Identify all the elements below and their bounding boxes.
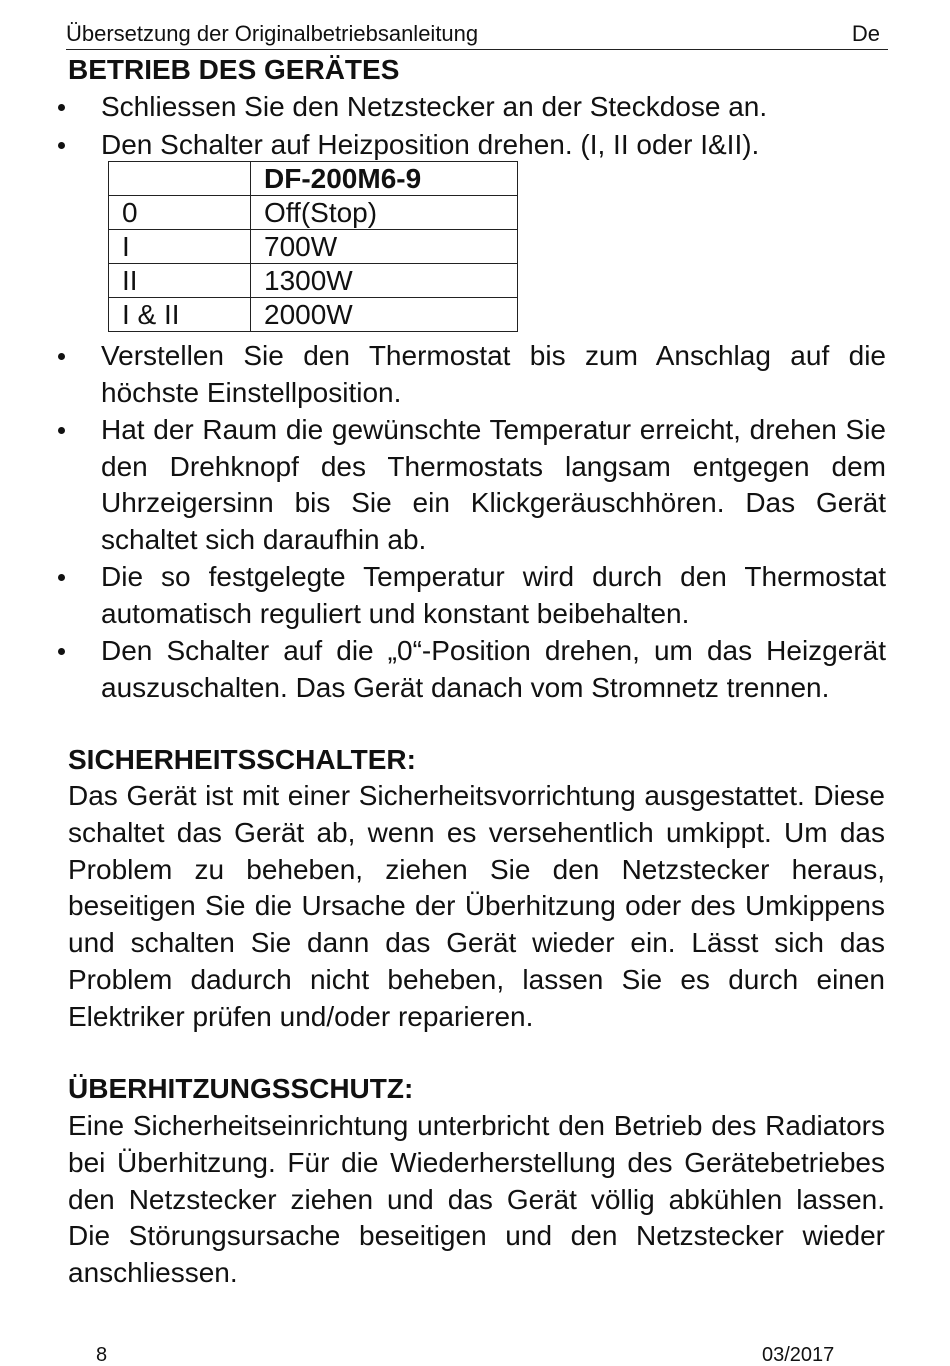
list-item-text: Den Schalter auf die „0“-Position drehen, um das Heizgerät auszuschalten. Das Gerät danach vom Stromnetz trennen. [101,635,886,703]
header-language: De [851,21,880,46]
list-item-text: Hat der Raum die gewünschte Temperatur erreicht, drehen Sie den Drehknopf des Thermostats langsam entgegen dem Uhrzeigersinn bis Sie ein Klickgeräuschhören. Das Gerät schaltet sich daraufhin ab. [101,414,886,555]
list-item [56,412,886,558]
bullet-icon [58,648,65,655]
section-title-safety-switch: SICHERHEITSSCHALTER: [68,744,416,775]
section-title-overheat: ÜBERHITZUNGSSCHUTZ: [68,1073,414,1104]
bullet-icon [58,427,65,434]
list-item [56,89,886,126]
page-number: 8 [96,1344,108,1366]
list-item [56,127,886,164]
list-item [56,633,886,706]
bullet-icon [58,574,65,581]
header-title: Übersetzung der Originalbetriebsanleitung [66,21,479,46]
table-cell-position: 0 [109,196,251,230]
overheat-paragraph: Eine Sicherheitseinrichtung unterbricht den Betrieb des Radiators bei Überhitzung. Für die Wiederherstellung des Gerätebetriebes den Netzstecker ziehen und das Gerät völlig abkühlen lassen. Die Störungsursache beseitigen und den Netzstecker wieder anschliessen. [68,1110,885,1289]
table-cell-power: 700W [251,230,518,264]
list-item [56,338,886,411]
table-cell-power: 2000W [251,298,518,332]
list-item-text: Die so festgelegte Temperatur wird durch den Thermostat automatisch reguliert und konstant beibehalten. [101,561,886,629]
table-row [109,264,518,298]
footer-date: 03/2017 [762,1344,835,1366]
table-row [109,298,518,332]
page-header [66,20,888,50]
table-row [109,230,518,264]
list-item [56,559,886,632]
list-item-text: Den Schalter auf Heizposition drehen. (I, II oder I&II). [101,128,760,160]
table-cell-position: I [109,230,251,264]
table-cell-power: 1300W [251,264,518,298]
table-header-row [109,162,518,196]
bullet-icon [58,353,65,360]
bullet-icon [58,104,65,111]
safety-switch-paragraph: Das Gerät ist mit einer Sicherheitsvorrichtung ausgestattet. Diese schaltet das Gerät ab, wenn es versehentlich umkippt. Um das Problem zu beheben, ziehen Sie den Netzstecker heraus, beseitigen Sie die Ursache der Überhitzung oder des Umkippens und schalten Sie dann das Gerät wieder ein. Lässt sich das Problem dadurch nicht beheben, lassen Sie es durch einen Elektriker prüfen und/oder reparieren. [68,780,885,1032]
power-settings-table [108,161,518,332]
operation-bullets-top [56,89,886,164]
table-cell-power: Off(Stop) [251,196,518,230]
table-row [109,196,518,230]
table-cell-position: II [109,264,251,298]
bullet-icon [58,142,65,149]
list-item-text: Schliessen Sie den Netzstecker an der Steckdose an. [101,91,768,122]
list-item-text: Verstellen Sie den Thermostat bis zum Anschlag auf die höchste Einstellposition. [101,340,886,408]
section-title-operation: BETRIEB DES GERÄTES [68,54,400,85]
table-header-cell [109,162,251,196]
table-cell-position: I & II [109,298,251,332]
operation-bullets-bottom [56,338,886,707]
model-header-cell: DF-200M6-9 [251,162,518,196]
